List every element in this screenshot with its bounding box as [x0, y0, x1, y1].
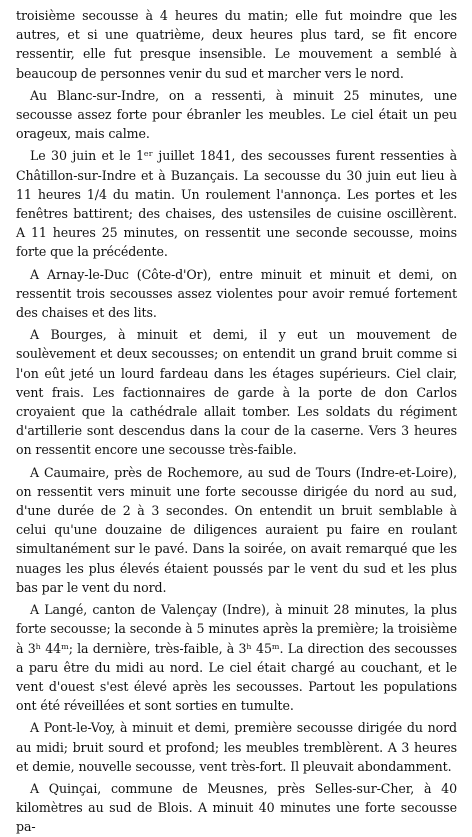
paragraph-continuation: troisième secousse à 4 heures du matin; elle fut moindre que les autres, et si une quatrième, deux heures plus tard, se fit encore ressentir, elle fut presque insensible. Le mouvement a semblé à beaucoup de personnes venir du sud et marcher vers le nord.	[16, 8, 457, 81]
document-page	[16, 6, 457, 837]
paragraph-quincai: A Quinçai, commune de Meusnes, près Selles-sur-Cher, à 40 kilomètres au sud de Blois. A minuit 40 minutes une forte secousse pa-	[16, 780, 457, 835]
paragraph-lange: A Langé, canton de Valençay (Indre), à minuit 28 minutes, la plus forte secousse; la seconde à 5 minutes après la première; la troisième à 3ʰ 44ᵐ; la dernière, très-faible, à 3ʰ 45ᵐ. La direction des secousses a paru être du midi au nord. Le ciel était chargé au couchant, et le vent d'ouest s'est élevé après les secousses. Partout les populations ont été réveillées et sont sorties en tumulte.	[16, 602, 457, 714]
paragraph-bourges: A Bourges, à minuit et demi, il y eut un mouvement de soulèvement et deux secousses; on entendit un grand bruit comme si l'on eût jeté un lourd fardeau dans les étages supérieurs. Ciel clair, vent frais. Les factionnaires de garde à la porte de don Carlos croyaient que la cathédrale allait tomber. Les soldats du régiment d'artillerie sont descendus dans la cour de la caserne. Vers 3 heures on ressentit encore une secousse très-faible.	[16, 327, 457, 458]
paragraph-caumaire: A Caumaire, près de Rochemore, au sud de Tours (Indre-et-Loire), on ressentit vers minuit une forte secousse dirigée du nord au sud, d'une durée de 2 à 3 secondes. On entendit un bruit semblable à celui qu'une douzaine de diligences auraient pu faire en roulant simultanément sur le pavé. Dans la soirée, on avait remarqué que les nuages les plus élevés étaient poussés par le vent du sud et les plus bas par le vent du nord.	[16, 464, 457, 595]
paragraph-chatillon-buzancais: Le 30 juin et le 1ᵉʳ juillet 1841, des secousses furent ressenties à Châtillon-sur-Indre et à Buzançais. La secousse du 30 juin eut lieu à 11 heures 1/4 du matin. Un roulement l'annonça. Les portes et les fenêtres battirent; des chaises, des ustensiles de cuisine oscillèrent. A 11 heures 25 minutes, on ressentit une seconde secousse, moins forte que la précédente.	[16, 148, 457, 260]
paragraph-blanc-sur-indre: Au Blanc-sur-Indre, on a ressenti, à minuit 25 minutes, une secousse assez forte pour ébranler les meubles. Le ciel était un peu orageux, mais calme.	[16, 87, 457, 142]
paragraph-arnay-le-duc: A Arnay-le-Duc (Côte-d'Or), entre minuit et minuit et demi, on ressentit trois secousses assez violentes pour avoir remué fortement des chaises et des lits.	[16, 266, 457, 321]
paragraph-pont-le-voy: A Pont-le-Voy, à minuit et demi, première secousse dirigée du nord au midi; bruit sourd et profond; les meubles tremblèrent. A 3 heures et demie, nouvelle secousse, vent très-fort. Il pleuvait abondamment.	[16, 720, 457, 774]
